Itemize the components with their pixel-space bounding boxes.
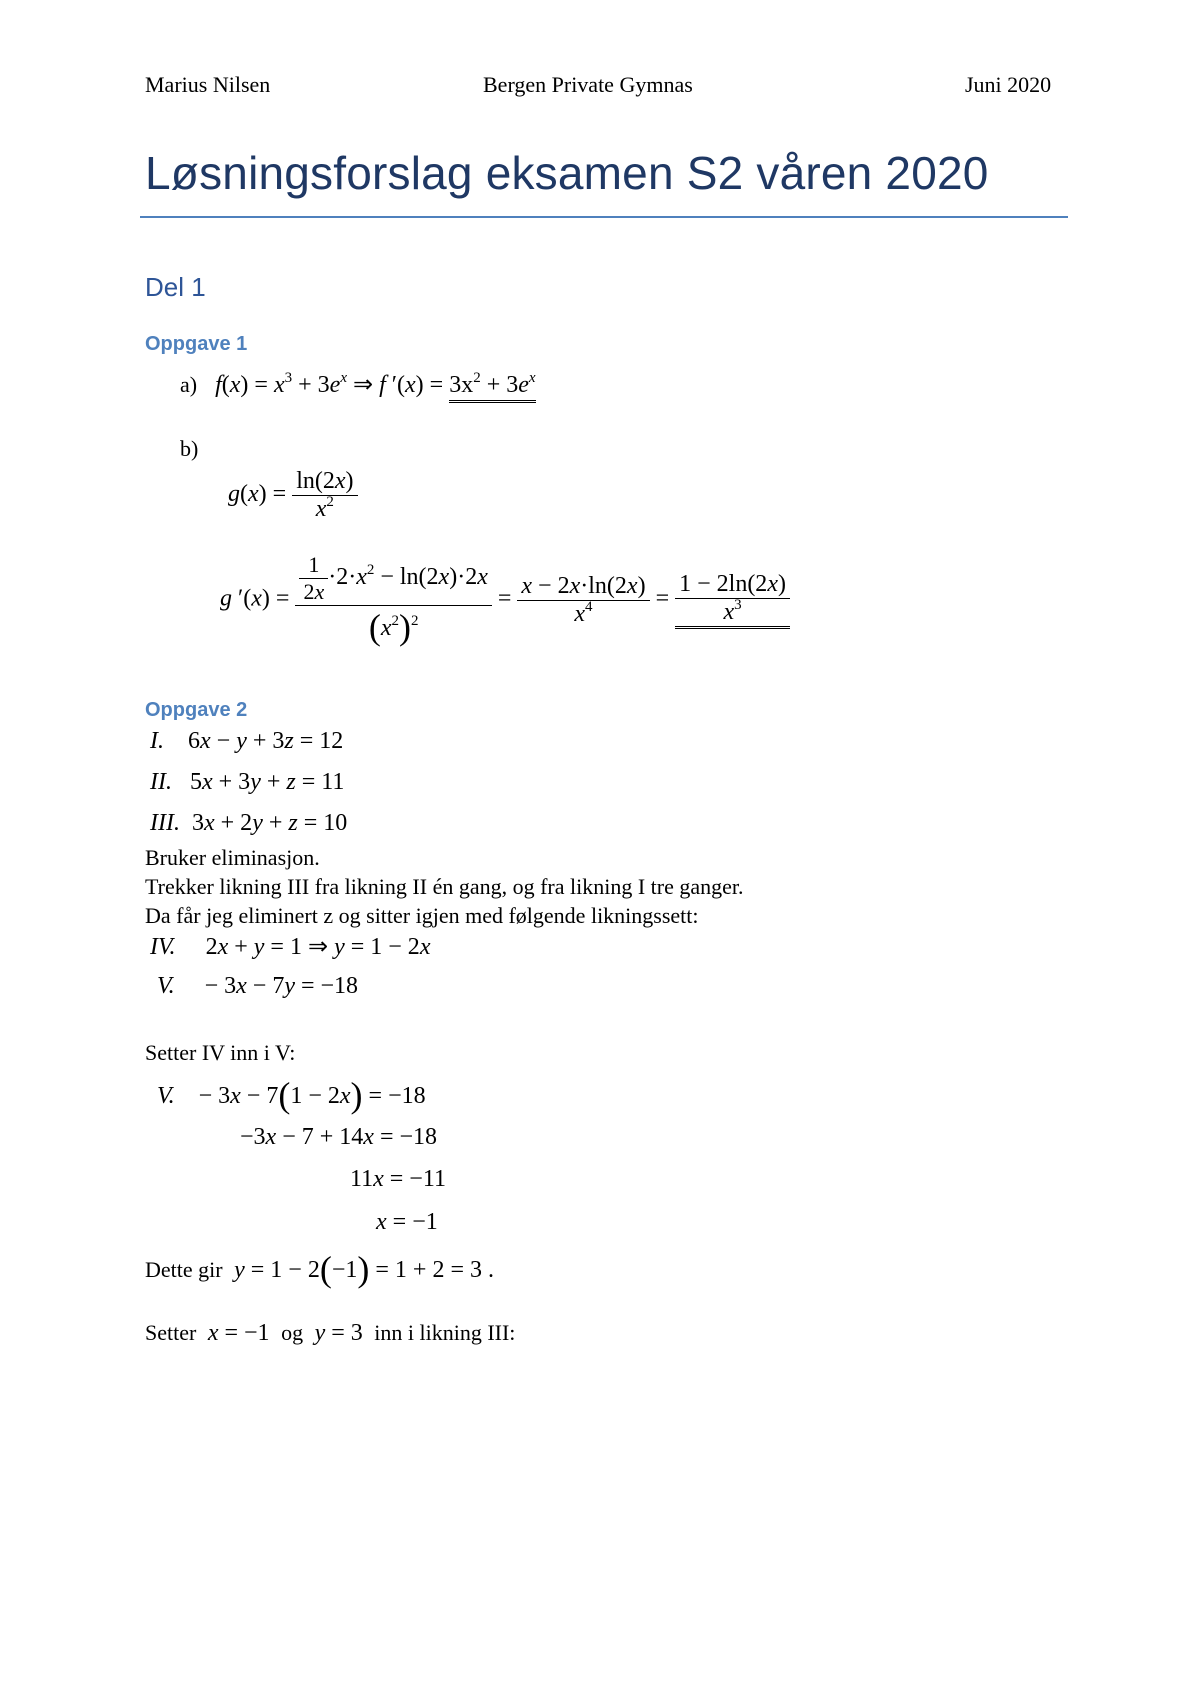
eq-label: I. xyxy=(150,728,164,754)
text-inn-iii: inn i likning III: xyxy=(374,1320,516,1345)
text-dette-gir-line xyxy=(145,1248,494,1290)
text-da: Da får jeg eliminert z og sitter igjen med følgende likningssett: xyxy=(145,903,699,928)
equation-IV: IV. 2x + y = 1 ⇒ y = 1 − 2x xyxy=(150,934,431,960)
equation-x-value: x = −1 xyxy=(207,1320,276,1346)
header-author: Marius Nilsen xyxy=(145,72,271,97)
text-dette-gir: Dette gir xyxy=(145,1257,223,1282)
item-label-b: b) xyxy=(180,436,199,461)
section-heading: Del 1 xyxy=(145,272,206,302)
eq-label: III. xyxy=(150,810,180,836)
text-setter: Setter xyxy=(145,1320,197,1345)
oppgave-1a xyxy=(180,370,536,399)
equation-y: y = 1 − 2(−1) = 1 + 2 = 3 . xyxy=(234,1249,494,1289)
equation-step-3: x = −1 xyxy=(376,1209,438,1235)
equation-III: III. 3x + 2y + z = 10 xyxy=(150,810,348,836)
oppgave-1-heading: Oppgave 1 xyxy=(145,333,248,355)
eq-label: IV. xyxy=(150,934,176,960)
equation-y-value: y = 3 xyxy=(314,1320,369,1346)
eq-label: V. xyxy=(157,1083,175,1109)
text-setter-iv: Setter IV inn i V: xyxy=(145,1040,296,1065)
title-underline xyxy=(140,216,1068,218)
equation-V-substituted: V. − 3x − 7(1 − 2x) = −18 xyxy=(157,1075,426,1115)
text-setter-line xyxy=(145,1320,515,1347)
fraction: $\frac{1}{2x}$ $\cdot 2\cdot x^2 - \ln(2x)\cdot 2x$ $(x^2)^2$ xyxy=(295,552,491,648)
header-date: Juni 2020 xyxy=(965,72,1052,97)
equation-II: II. 5x + 3y + z = 11 xyxy=(150,769,345,795)
equation-I: I. 6x − y + 3z = 12 xyxy=(150,728,344,754)
fraction: $\frac{\ln(2x)}{x^2}$ xyxy=(292,468,357,523)
text-og: og xyxy=(281,1320,304,1345)
equation-1b-gprime: g ′(x) = $\frac{1}{2x}$ $\cdot 2\cdot x^2 - \ln(2x)\cdot 2x$ $(x^2)^2$ = $\frac{x - 2x\cdot\ln(2x)}{x^4}$ = $\frac{1 - 2\ln(2x)}{x^3}$ xyxy=(220,552,790,648)
equation-step-1: −3x − 7 + 14x = −18 xyxy=(240,1124,438,1150)
header-school: Bergen Private Gymnas xyxy=(483,72,693,97)
item-label-a: a) xyxy=(180,372,198,397)
equation-step-2: 11x = −11 xyxy=(350,1166,446,1192)
equation-1a: $f(x) = x^3 + 3e^x$ ⇒ f $'(x) = 3x^2 + 3e^x$ xyxy=(215,372,535,398)
equation-V: V. − 3x − 7y = −18 xyxy=(157,973,359,999)
eq-label: V. xyxy=(157,973,175,999)
fraction: $\frac{x - 2x\cdot\ln(2x)}{x^4}$ xyxy=(517,573,649,628)
text-trekker: Trekker likning III fra likning II én gang, og fra likning I tre ganger. xyxy=(145,874,744,899)
eq-label: II. xyxy=(150,769,172,795)
page-title: Løsningsforslag eksamen S2 våren 2020 xyxy=(145,147,989,199)
oppgave-2-heading: Oppgave 2 xyxy=(145,699,248,721)
equation-1b-g: g(x) = $\frac{\ln(2x)}{x^2}$ xyxy=(228,468,358,523)
text-elimination: Bruker eliminasjon. xyxy=(145,845,320,870)
fraction-answer: $\frac{1 - 2\ln(2x)}{x^3}$ xyxy=(675,571,790,629)
